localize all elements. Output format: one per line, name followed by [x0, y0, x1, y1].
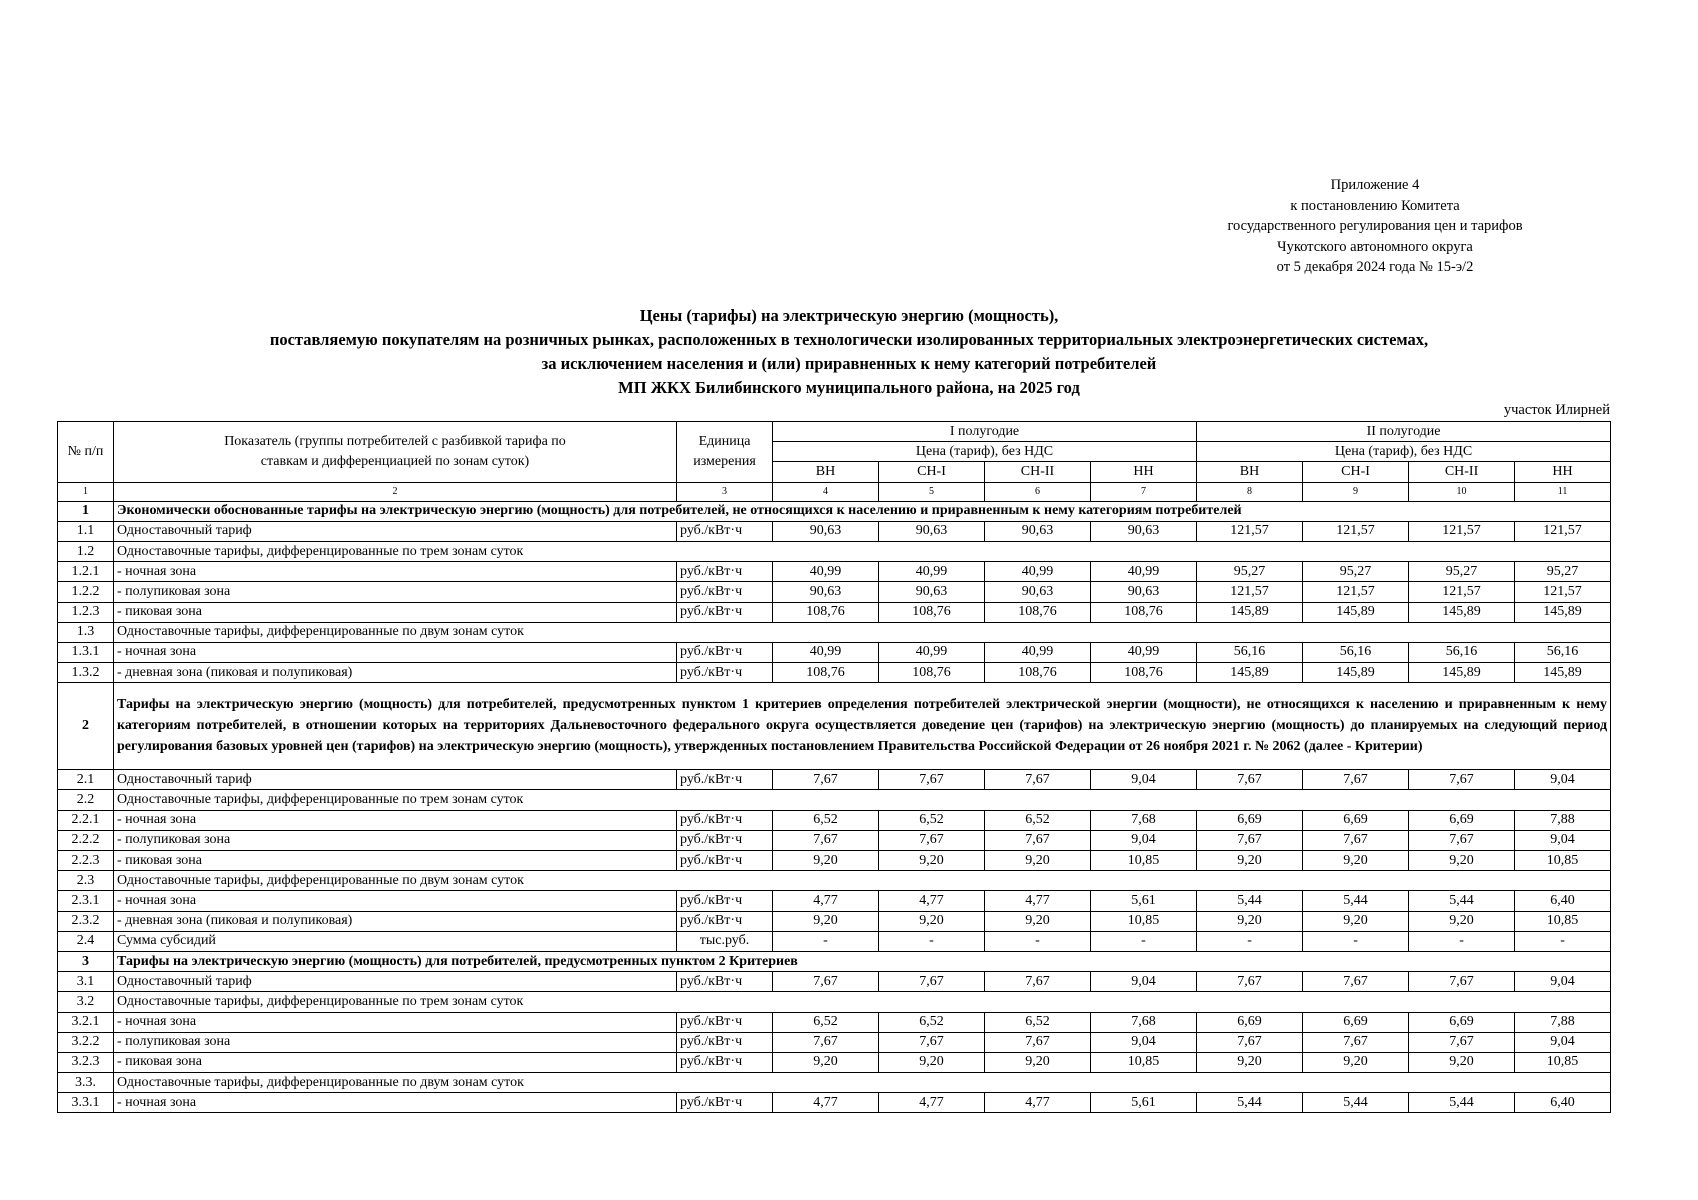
- value-cell: 4,77: [773, 891, 879, 911]
- table-row: [58, 1012, 1611, 1032]
- group-title: Одноставочные тарифы, дифференцированные по трем зонам суток: [114, 992, 1611, 1012]
- value-cell: 6,52: [879, 810, 985, 830]
- column-number: 9: [1303, 482, 1409, 501]
- value-cell: -: [1515, 931, 1611, 951]
- group-title: Одноставочные тарифы, дифференцированные по двум зонам суток: [114, 871, 1611, 891]
- value-cell: 9,20: [985, 851, 1091, 871]
- row-num: 2.3.2: [58, 911, 114, 931]
- value-cell: 56,16: [1197, 642, 1303, 662]
- value-cell: -: [985, 931, 1091, 951]
- group-title: Одноставочные тарифы, дифференцированные по трем зонам суток: [114, 541, 1611, 561]
- value-cell: 40,99: [773, 562, 879, 582]
- value-cell: 9,20: [773, 851, 879, 871]
- section-row: [58, 501, 1611, 521]
- value-cell: 6,52: [985, 810, 1091, 830]
- value-cell: 4,77: [879, 891, 985, 911]
- value-cell: 95,27: [1303, 562, 1409, 582]
- value-cell: 121,57: [1409, 582, 1515, 602]
- row-name: Одноставочный тариф: [114, 972, 677, 992]
- value-cell: 9,20: [1303, 911, 1409, 931]
- row-num: 2.3: [58, 871, 114, 891]
- value-cell: 10,85: [1091, 851, 1197, 871]
- value-cell: 145,89: [1409, 663, 1515, 683]
- column-number: 8: [1197, 482, 1303, 501]
- table-row: [58, 1032, 1611, 1052]
- row-name: Сумма субсидий: [114, 931, 677, 951]
- value-cell: 145,89: [1197, 602, 1303, 622]
- appendix-line: к постановлению Комитета: [1290, 197, 1460, 214]
- value-cell: 145,89: [1303, 663, 1409, 683]
- row-name: - пиковая зона: [114, 602, 677, 622]
- value-cell: 6,52: [773, 810, 879, 830]
- row-name: - полупиковая зона: [114, 1032, 677, 1052]
- header-level: СН-II: [1409, 462, 1515, 482]
- header-half2: II полугодие: [1197, 422, 1611, 442]
- value-cell: 6,69: [1303, 1012, 1409, 1032]
- table-row: [58, 770, 1611, 790]
- row-unit: тыс.руб.: [677, 931, 773, 951]
- header-price1: Цена (тариф), без НДС: [773, 442, 1197, 462]
- value-cell: 7,67: [773, 770, 879, 790]
- value-cell: 9,20: [1303, 851, 1409, 871]
- row-num: 2.2.1: [58, 810, 114, 830]
- value-cell: 9,20: [1409, 1052, 1515, 1072]
- column-number: 1: [58, 482, 114, 501]
- value-cell: 9,20: [773, 911, 879, 931]
- title-line: Цены (тарифы) на электрическую энергию (мощность),: [639, 306, 1059, 325]
- value-cell: 90,63: [879, 521, 985, 541]
- value-cell: -: [879, 931, 985, 951]
- value-cell: 7,67: [879, 1032, 985, 1052]
- value-cell: 145,89: [1303, 602, 1409, 622]
- row-name: - пиковая зона: [114, 1052, 677, 1072]
- row-unit: руб./кВт·ч: [677, 1012, 773, 1032]
- value-cell: 9,20: [773, 1052, 879, 1072]
- value-cell: 7,88: [1515, 1012, 1611, 1032]
- value-cell: 56,16: [1409, 642, 1515, 662]
- value-cell: 10,85: [1091, 1052, 1197, 1072]
- value-cell: 145,89: [1197, 663, 1303, 683]
- value-cell: 7,67: [1303, 972, 1409, 992]
- row-unit: руб./кВт·ч: [677, 851, 773, 871]
- value-cell: 4,77: [773, 1093, 879, 1113]
- value-cell: 121,57: [1303, 582, 1409, 602]
- value-cell: 6,52: [879, 1012, 985, 1032]
- row-name: - дневная зона (пиковая и полупиковая): [114, 911, 677, 931]
- value-cell: -: [1197, 931, 1303, 951]
- row-name: - ночная зона: [114, 810, 677, 830]
- group-row: [58, 541, 1611, 561]
- value-cell: 6,69: [1197, 1012, 1303, 1032]
- row-num: 3.2: [58, 992, 114, 1012]
- value-cell: 145,89: [1409, 602, 1515, 622]
- table-row: [58, 582, 1611, 602]
- table-row: [58, 1052, 1611, 1072]
- row-num: 3.2.1: [58, 1012, 114, 1032]
- row-name: - ночная зона: [114, 642, 677, 662]
- value-cell: 7,67: [1409, 1032, 1515, 1052]
- row-unit: руб./кВт·ч: [677, 891, 773, 911]
- value-cell: 10,85: [1515, 851, 1611, 871]
- value-cell: 9,20: [985, 1052, 1091, 1072]
- tariff-table: [57, 421, 1611, 1113]
- table-row: [58, 972, 1611, 992]
- row-name: Одноставочный тариф: [114, 521, 677, 541]
- table-row: [58, 602, 1611, 622]
- value-cell: 10,85: [1091, 911, 1197, 931]
- value-cell: 9,20: [1303, 1052, 1409, 1072]
- value-cell: 7,67: [879, 972, 985, 992]
- value-cell: 7,67: [1303, 1032, 1409, 1052]
- section-row: [58, 951, 1611, 971]
- value-cell: 9,04: [1091, 770, 1197, 790]
- header-level: НН: [1515, 462, 1611, 482]
- value-cell: 90,63: [773, 521, 879, 541]
- site-label: участок Илирней: [1503, 402, 1610, 418]
- header-level: НН: [1091, 462, 1197, 482]
- row-unit: руб./кВт·ч: [677, 642, 773, 662]
- value-cell: 40,99: [985, 562, 1091, 582]
- row-unit: руб./кВт·ч: [677, 810, 773, 830]
- row-name: - ночная зона: [114, 562, 677, 582]
- header-num: № п/п: [58, 422, 114, 483]
- value-cell: 108,76: [879, 663, 985, 683]
- value-cell: -: [1091, 931, 1197, 951]
- value-cell: 145,89: [1515, 663, 1611, 683]
- row-unit: руб./кВт·ч: [677, 562, 773, 582]
- value-cell: 4,77: [985, 1093, 1091, 1113]
- value-cell: 108,76: [773, 663, 879, 683]
- column-number: 2: [114, 482, 677, 501]
- row-name: - ночная зона: [114, 1093, 677, 1113]
- value-cell: 56,16: [1515, 642, 1611, 662]
- title-line: поставляемую покупателям на розничных рынках, расположенных в технологически изолированных территориальных электроэнергетических системах,: [269, 330, 1429, 349]
- row-num: 2.2: [58, 790, 114, 810]
- row-name: - дневная зона (пиковая и полупиковая): [114, 663, 677, 683]
- value-cell: 40,99: [1091, 562, 1197, 582]
- value-cell: 9,04: [1091, 972, 1197, 992]
- appendix-line: от 5 декабря 2024 года № 15-э/2: [1276, 259, 1474, 275]
- value-cell: 7,67: [879, 770, 985, 790]
- row-unit: руб./кВт·ч: [677, 770, 773, 790]
- header-level: СН-II: [985, 462, 1091, 482]
- value-cell: 40,99: [879, 642, 985, 662]
- value-cell: 6,69: [1303, 810, 1409, 830]
- appendix-line: Приложение 4: [1330, 177, 1420, 193]
- table-row: [58, 851, 1611, 871]
- section-title: Тарифы на электрическую энергию (мощность) для потребителей, предусмотренных пунктом 2 Критериев: [114, 951, 1611, 971]
- value-cell: 7,67: [1303, 830, 1409, 850]
- group-title: Одноставочные тарифы, дифференцированные по двум зонам суток: [114, 622, 1611, 642]
- appendix-line: Чукотского автономного округа: [1277, 238, 1473, 255]
- value-cell: 5,61: [1091, 1093, 1197, 1113]
- value-cell: 108,76: [1091, 602, 1197, 622]
- value-cell: 4,77: [985, 891, 1091, 911]
- value-cell: 7,67: [773, 972, 879, 992]
- group-row: [58, 790, 1611, 810]
- value-cell: 108,76: [773, 602, 879, 622]
- value-cell: 10,85: [1515, 1052, 1611, 1072]
- table-row: [58, 810, 1611, 830]
- value-cell: 5,44: [1197, 891, 1303, 911]
- value-cell: 108,76: [985, 663, 1091, 683]
- row-num: 3.2.2: [58, 1032, 114, 1052]
- value-cell: 108,76: [879, 602, 985, 622]
- value-cell: 121,57: [1515, 582, 1611, 602]
- row-num: 1.3.2: [58, 663, 114, 683]
- value-cell: 7,67: [985, 770, 1091, 790]
- table-row: [58, 911, 1611, 931]
- value-cell: 6,69: [1409, 1012, 1515, 1032]
- value-cell: 90,63: [985, 582, 1091, 602]
- value-cell: 121,57: [1303, 521, 1409, 541]
- value-cell: 40,99: [879, 562, 985, 582]
- section-title: Тарифы на электрическую энергию (мощность) для потребителей, предусмотренных пунктом 1 критериев определения потребителей электрической энергии (мощности), не относящихся к населению и приравненным к нему категориям потребителей, в отношении которых на территориях Дальневосточного федерального округа осуществляется доведение цен (тарифов) на электрическую энергию (мощность) до планируемых на следующий период регулирования базовых уровней цен (тарифов) на электрическую энергию (мощность), утвержденных постановлением Правительства Российской Федерации от 26 ноября 2021 г. № 2062 (далее - Критерии): [114, 683, 1611, 770]
- group-row: [58, 1073, 1611, 1093]
- row-name: - полупиковая зона: [114, 582, 677, 602]
- value-cell: 6,52: [773, 1012, 879, 1032]
- header-unit: Единица измерения: [677, 422, 773, 483]
- value-cell: 9,04: [1091, 1032, 1197, 1052]
- appendix-block: [1150, 175, 1600, 278]
- header-level: СН-I: [1303, 462, 1409, 482]
- value-cell: 9,20: [879, 1052, 985, 1072]
- value-cell: 5,44: [1409, 1093, 1515, 1113]
- column-number: 11: [1515, 482, 1611, 501]
- value-cell: 7,67: [1197, 770, 1303, 790]
- value-cell: 9,04: [1515, 830, 1611, 850]
- value-cell: 121,57: [1197, 582, 1303, 602]
- value-cell: 40,99: [1091, 642, 1197, 662]
- value-cell: 9,20: [1197, 1052, 1303, 1072]
- value-cell: 7,67: [773, 1032, 879, 1052]
- row-unit: руб./кВт·ч: [677, 1093, 773, 1113]
- row-num: 2.3.1: [58, 891, 114, 911]
- row-num: 3.3.: [58, 1073, 114, 1093]
- value-cell: 7,67: [1197, 972, 1303, 992]
- appendix-line: государственного регулирования цен и тарифов: [1227, 218, 1523, 234]
- row-num: 1.2.2: [58, 582, 114, 602]
- row-num: 2.2.2: [58, 830, 114, 850]
- document-title: [20, 304, 1678, 400]
- value-cell: 7,68: [1091, 810, 1197, 830]
- table-row: [58, 521, 1611, 541]
- value-cell: 7,67: [1303, 770, 1409, 790]
- value-cell: 9,20: [1409, 851, 1515, 871]
- value-cell: 9,04: [1515, 972, 1611, 992]
- section-row: [58, 683, 1611, 770]
- value-cell: 7,68: [1091, 1012, 1197, 1032]
- value-cell: 90,63: [1091, 521, 1197, 541]
- group-title: Одноставочные тарифы, дифференцированные по трем зонам суток: [114, 790, 1611, 810]
- value-cell: 4,77: [879, 1093, 985, 1113]
- value-cell: 9,04: [1515, 770, 1611, 790]
- group-row: [58, 622, 1611, 642]
- value-cell: 5,44: [1303, 891, 1409, 911]
- value-cell: 5,44: [1197, 1093, 1303, 1113]
- value-cell: 90,63: [985, 521, 1091, 541]
- header-level: ВН: [1197, 462, 1303, 482]
- header-half1: I полугодие: [773, 422, 1197, 442]
- row-unit: руб./кВт·ч: [677, 663, 773, 683]
- value-cell: 7,67: [773, 830, 879, 850]
- row-num: 2.1: [58, 770, 114, 790]
- value-cell: 145,89: [1515, 602, 1611, 622]
- row-name: - пиковая зона: [114, 851, 677, 871]
- value-cell: 6,69: [1409, 810, 1515, 830]
- value-cell: 6,69: [1197, 810, 1303, 830]
- title-line: за исключением населения и (или) приравненных к нему категорий потребителей: [541, 354, 1157, 373]
- value-cell: 90,63: [879, 582, 985, 602]
- row-unit: руб./кВт·ч: [677, 521, 773, 541]
- row-num: 1.3: [58, 622, 114, 642]
- row-num: 1.3.1: [58, 642, 114, 662]
- value-cell: 7,67: [1197, 830, 1303, 850]
- row-unit: руб./кВт·ч: [677, 830, 773, 850]
- table-row: [58, 642, 1611, 662]
- row-num: 2.4: [58, 931, 114, 951]
- value-cell: 9,20: [879, 911, 985, 931]
- value-cell: -: [1303, 931, 1409, 951]
- value-cell: 7,67: [985, 830, 1091, 850]
- row-name: - ночная зона: [114, 891, 677, 911]
- row-num: 1.2: [58, 541, 114, 561]
- value-cell: 7,67: [985, 1032, 1091, 1052]
- value-cell: -: [1409, 931, 1515, 951]
- value-cell: 9,20: [1197, 911, 1303, 931]
- row-name: Одноставочный тариф: [114, 770, 677, 790]
- row-num: 3.3.1: [58, 1093, 114, 1113]
- value-cell: 7,67: [985, 972, 1091, 992]
- row-unit: руб./кВт·ч: [677, 1052, 773, 1072]
- section-title: Экономически обоснованные тарифы на электрическую энергию (мощность) для потребителей, не относящихся к населению и приравненным к нему категориям потребителей: [114, 501, 1611, 521]
- row-num: 3: [58, 951, 114, 971]
- table-row: [58, 562, 1611, 582]
- table-header: [58, 422, 1611, 502]
- row-unit: руб./кВт·ч: [677, 911, 773, 931]
- value-cell: 7,67: [879, 830, 985, 850]
- table-row: [58, 663, 1611, 683]
- value-cell: 108,76: [985, 602, 1091, 622]
- group-row: [58, 992, 1611, 1012]
- value-cell: -: [773, 931, 879, 951]
- table-row: [58, 891, 1611, 911]
- header-level: ВН: [773, 462, 879, 482]
- row-num: 1.2.1: [58, 562, 114, 582]
- value-cell: 5,61: [1091, 891, 1197, 911]
- header-indicator: Показатель (группы потребителей с разбивкой тарифа по ставкам и дифференциацией по зонам суток): [114, 422, 677, 483]
- value-cell: 7,67: [1409, 830, 1515, 850]
- table-row: [58, 1093, 1611, 1113]
- value-cell: 5,44: [1303, 1093, 1409, 1113]
- value-cell: 95,27: [1409, 562, 1515, 582]
- row-unit: руб./кВт·ч: [677, 972, 773, 992]
- value-cell: 7,88: [1515, 810, 1611, 830]
- value-cell: 40,99: [985, 642, 1091, 662]
- value-cell: 7,67: [1409, 770, 1515, 790]
- header-level: СН-I: [879, 462, 985, 482]
- row-unit: руб./кВт·ч: [677, 1032, 773, 1052]
- value-cell: 40,99: [773, 642, 879, 662]
- row-num: 2.2.3: [58, 851, 114, 871]
- value-cell: 9,20: [985, 911, 1091, 931]
- group-row: [58, 871, 1611, 891]
- row-num: 1: [58, 501, 114, 521]
- row-num: 2: [58, 683, 114, 770]
- row-num: 1.1: [58, 521, 114, 541]
- value-cell: 9,04: [1091, 830, 1197, 850]
- table-row: [58, 931, 1611, 951]
- header-price2: Цена (тариф), без НДС: [1197, 442, 1611, 462]
- value-cell: 9,20: [1197, 851, 1303, 871]
- value-cell: 90,63: [1091, 582, 1197, 602]
- column-number: 5: [879, 482, 985, 501]
- value-cell: 5,44: [1409, 891, 1515, 911]
- row-unit: руб./кВт·ч: [677, 602, 773, 622]
- value-cell: 7,67: [1409, 972, 1515, 992]
- title-line: МП ЖКХ Билибинского муниципального района, на 2025 год: [618, 378, 1080, 397]
- value-cell: 108,76: [1091, 663, 1197, 683]
- table-body: [58, 501, 1611, 1113]
- value-cell: 121,57: [1409, 521, 1515, 541]
- column-number: 7: [1091, 482, 1197, 501]
- row-name: - ночная зона: [114, 1012, 677, 1032]
- column-number: 6: [985, 482, 1091, 501]
- column-number: 10: [1409, 482, 1515, 501]
- column-number: 3: [677, 482, 773, 501]
- value-cell: 95,27: [1197, 562, 1303, 582]
- value-cell: 9,20: [879, 851, 985, 871]
- value-cell: 9,20: [1409, 911, 1515, 931]
- row-name: - полупиковая зона: [114, 830, 677, 850]
- value-cell: 7,67: [1197, 1032, 1303, 1052]
- value-cell: 6,40: [1515, 891, 1611, 911]
- value-cell: 10,85: [1515, 911, 1611, 931]
- table-row: [58, 830, 1611, 850]
- value-cell: 6,52: [985, 1012, 1091, 1032]
- value-cell: 9,04: [1515, 1032, 1611, 1052]
- value-cell: 6,40: [1515, 1093, 1611, 1113]
- row-num: 3.2.3: [58, 1052, 114, 1072]
- value-cell: 90,63: [773, 582, 879, 602]
- column-number: 4: [773, 482, 879, 501]
- value-cell: 121,57: [1197, 521, 1303, 541]
- group-title: Одноставочные тарифы, дифференцированные по двум зонам суток: [114, 1073, 1611, 1093]
- row-num: 1.2.3: [58, 602, 114, 622]
- value-cell: 121,57: [1515, 521, 1611, 541]
- row-unit: руб./кВт·ч: [677, 582, 773, 602]
- value-cell: 95,27: [1515, 562, 1611, 582]
- value-cell: 56,16: [1303, 642, 1409, 662]
- row-num: 3.1: [58, 972, 114, 992]
